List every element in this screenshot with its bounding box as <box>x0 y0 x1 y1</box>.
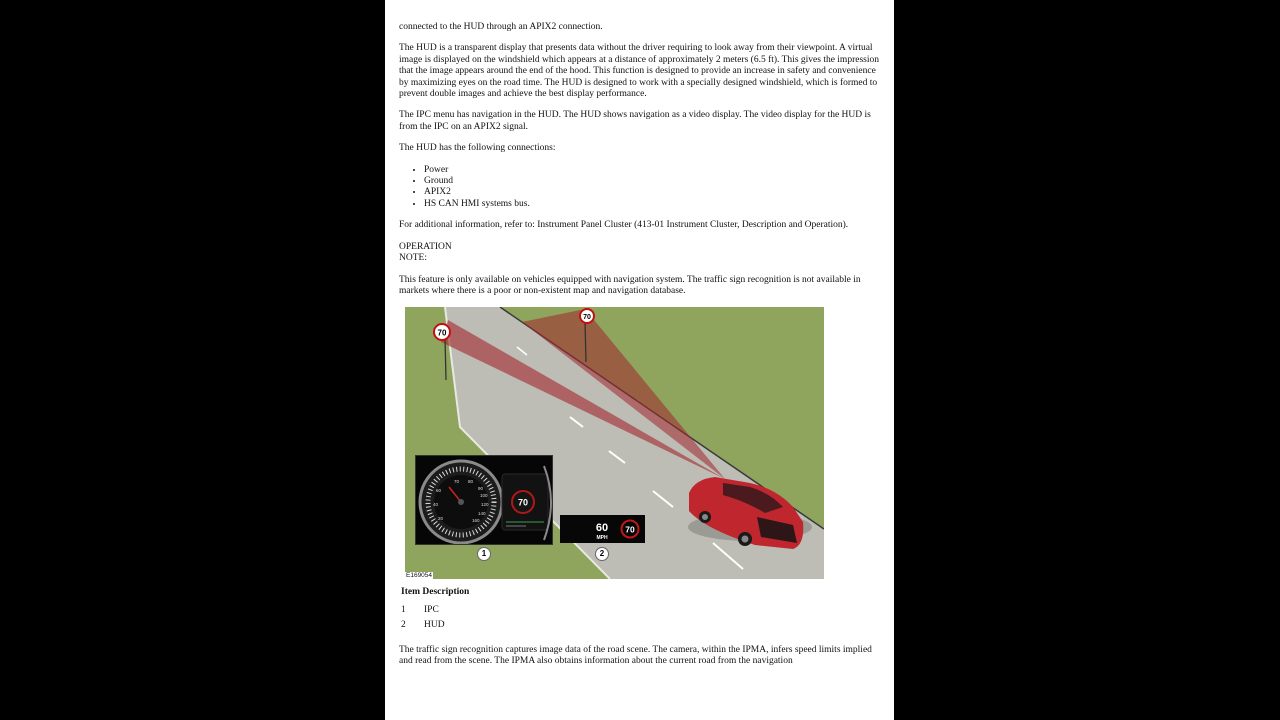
gauge-number: 120 <box>481 502 489 508</box>
gauge-number: 140 <box>478 511 486 517</box>
gauge-number: 80 <box>468 479 474 485</box>
cluster-gauge <box>416 456 552 544</box>
paragraph-apix: connected to the HUD through an APIX2 connection. <box>399 22 603 32</box>
table-row <box>401 604 469 619</box>
cluster-speed-text: 70 <box>517 497 529 508</box>
traffic-sign-recognition-figure <box>405 307 824 579</box>
gauge-number: 40 <box>433 502 439 508</box>
document-page <box>385 0 894 720</box>
callout-1: 1 <box>477 547 491 561</box>
hud-speed-unit: MPH <box>596 535 608 542</box>
gauge-number: 160 <box>472 518 480 524</box>
paragraph-ipc-menu: The IPC menu has navigation in the HUD. The HUD shows navigation as a video display. The video display for the HUD is from the IPC on an APIX2 signal. <box>399 110 871 132</box>
table-header: Item Description <box>401 587 470 598</box>
gauge-number: 60 <box>436 488 442 494</box>
speed-sign-right-text: 70 <box>583 314 591 322</box>
list-item: • Ground <box>424 176 879 187</box>
item-number: 1 <box>401 604 406 615</box>
paragraph-connections-intro: The HUD has the following connections: <box>399 143 556 154</box>
paragraph-reference: For additional information, refer to: Instrument Panel Cluster (413-01 Instrument Cluster, Description and Operation). <box>399 220 849 231</box>
hud-speed-value: 60 <box>595 522 609 535</box>
gauge-number: 90 <box>478 486 484 492</box>
paragraph-traffic-sign-recognition: The traffic sign recognition captures image data of the road scene. The camera, within the IPMA, infers speed limits implied and read from the scene. The IPMA also obtains information about the current road from the navigation <box>399 644 872 666</box>
speed-sign-left-text: 70 <box>437 328 447 338</box>
list-item: • Power <box>424 165 879 176</box>
paragraph-hud-intro: The HUD is a transparent display that presents data without the driver requiring to look away from their viewpoint. A virtual image is displayed on the windshield which appears at a distance of approximately 2 meters (6.5 ft). This gives the impression that the image appears around the end of the hood. This function is designed to provide an increase in safety and convenience by maximizing eyes on the road time. The HUD is designed to work with a specially designed windshield, which is formed to prevent double images and achieve the best display performance. <box>399 43 879 100</box>
gauge-number: 70 <box>454 479 460 485</box>
gauge-number: 20 <box>438 516 444 522</box>
list-item: • HS CAN HMI systems bus. <box>424 199 879 210</box>
callout-2: 2 <box>595 547 609 561</box>
item-description-table <box>401 586 469 634</box>
item-number: 2 <box>401 620 406 631</box>
list-item: • APIX2 <box>424 187 879 198</box>
hud-speed-sign-text: 70 <box>625 524 635 535</box>
gauge-number: 100 <box>480 493 488 499</box>
paragraph-note: This feature is only available on vehicles equipped with navigation system. The traffic sign recognition is not available in markets where there is a poor or non-existent map and navigation database. <box>399 274 861 296</box>
document-content <box>399 22 879 677</box>
item-description: IPC <box>424 604 439 615</box>
item-description: HUD <box>424 620 445 631</box>
connections-list <box>399 165 879 211</box>
heading-note: NOTE: <box>399 253 427 264</box>
table-row <box>401 619 469 634</box>
figure-code: E169054 <box>406 572 433 580</box>
hud-display <box>560 515 645 543</box>
hud-inset <box>560 515 645 543</box>
instrument-cluster-inset <box>415 455 553 545</box>
heading-operation: OPERATION <box>399 241 452 252</box>
